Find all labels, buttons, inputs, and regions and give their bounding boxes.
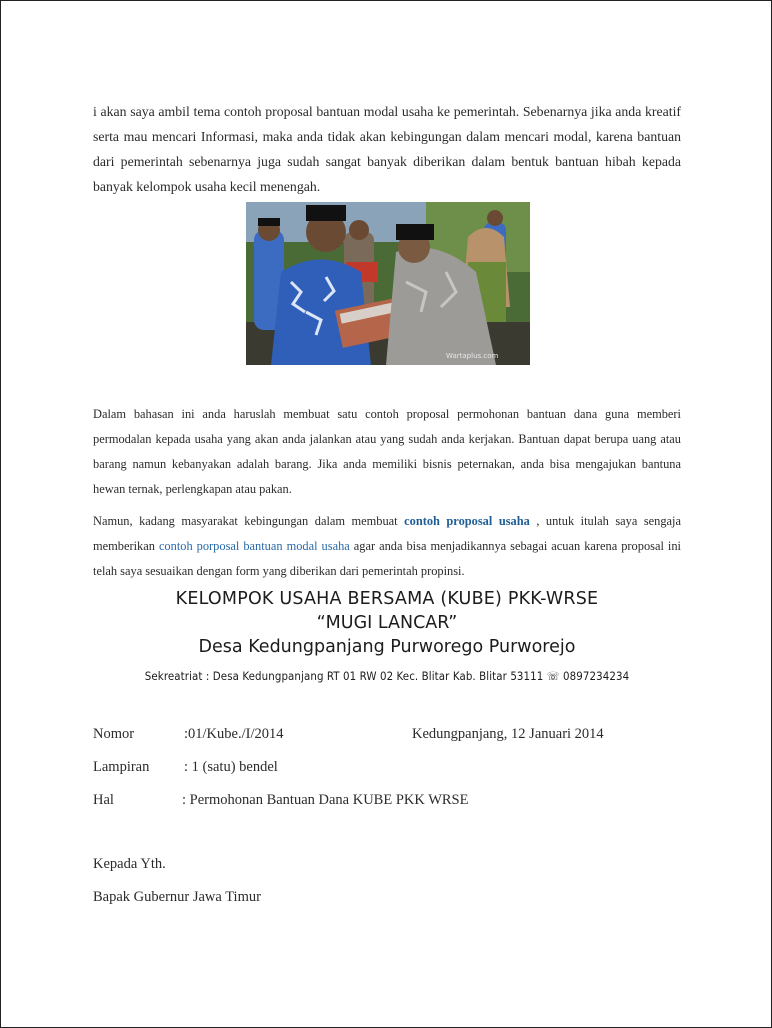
letterhead-title: KELOMPOK USAHA BERSAMA (KUBE) PKK-WRSE: [175, 589, 599, 609]
kepada-line: Kepada Yth.: [93, 856, 166, 872]
link-contoh-proposal-bantuan[interactable]: contoh porposal bantuan modal usaha: [158, 539, 350, 553]
letterhead-secretariat: Sekreatriat : Desa Kedungpanjang RT 01 RW 02 Kec. Blitar Kab. Blitar 53111 ☏ 0897234234: [144, 669, 630, 683]
lampiran-label: Lampiran: [93, 759, 150, 775]
nomor-value: :01/Kube./I/2014: [184, 726, 284, 742]
para2-text-3: agar anda bisa menjadikannya sebagai acuan karena proposal ini telah saya sesuaikan dengan form yang diberikan dari pemerintah propinsi.: [93, 539, 681, 578]
lampiran-value: : 1 (satu) bendel: [184, 759, 278, 775]
recipient-line: Bapak Gubernur Jawa Timur: [93, 889, 261, 905]
link-contoh-proposal-usaha[interactable]: contoh proposal usaha: [404, 514, 530, 528]
para2-text-1: Namun, kadang masyarakat kebingungan dalam membuat: [93, 514, 405, 528]
photo-scene: [246, 202, 530, 365]
body-paragraph-2: [93, 509, 681, 584]
nomor-label: Nomor: [93, 726, 135, 742]
para2-text-2: , untuk itulah saya sengaja memberikan: [93, 514, 682, 553]
letterhead-subtitle: “MUGI LANCAR”: [316, 613, 458, 633]
body-paragraph-1: Dalam bahasan ini anda haruslah membuat satu contoh proposal permohonan bantuan dana guna memberi permodalan kepada usaha yang akan anda jalankan atau yang sudah anda kerjakan. Bantuan dapat berupa uang atau barang namun kebanyakan adalah barang. Jika anda memiliki bisnis peternakan, anda bisa mengajukan bantuna hewan ternak, perlengkapan atau pakan.: [93, 407, 681, 496]
letter-date: Kedungpanjang, 12 Januari 2014: [412, 726, 604, 742]
photo-handover-icon: [246, 202, 530, 365]
photo-caption: Wartaplus.com: [446, 352, 499, 360]
hal-value: : Permohonan Bantuan Dana KUBE PKK WRSE: [182, 792, 469, 808]
letterhead-village: Desa Kedungpanjang Purworego Purworejo: [198, 637, 576, 657]
hal-label: Hal: [93, 792, 114, 808]
intro-paragraph: i akan saya ambil tema contoh proposal bantuan modal usaha ke pemerintah. Sebenarnya jika anda kreatif serta mau mencari Informasi, maka anda tidak akan kebingungan dalam mencari modal, karena bantuan dari pemerintah sebenarnya juga sudah sangat banyak diberikan dalam bentuk bantuan hibah kepada banyak kelompok usaha kecil menengah.: [93, 104, 681, 194]
